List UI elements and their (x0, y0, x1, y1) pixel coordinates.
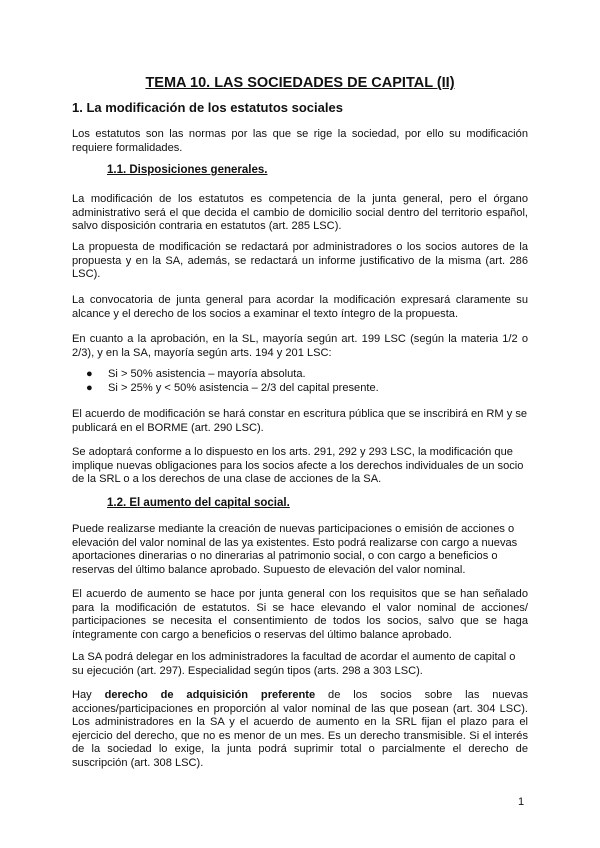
section-heading-modificacion: 1. La modificación de los estatutos sociales (72, 100, 343, 115)
paragraph-derecho-adquisicion: Hay derecho de adquisición preferente de los socios sobre las nuevas acciones/participaciones en proporción al valor nominal de las que posean (art. 304 LSC). Los administradores en la SA y el acuerdo de aumento en la SRL fijan el plazo para el ejercicio del derecho, que no es menor de un mes. Es un derecho transmisible. Si el interés de la sociedad lo exige, la junta podrá suprimir total o parcialmente el derecho de suscripción (art. 308 LSC). (72, 689, 528, 769)
bullet-icon: ● (86, 381, 93, 394)
list-item: ● Si > 25% y < 50% asistencia – 2/3 del capital presente. (86, 381, 379, 394)
bold-term: derecho de adquisición preferente (104, 689, 316, 701)
paragraph: Se adoptará conforme a lo dispuesto en los arts. 291, 292 y 293 LSC, la modificación que implique nuevas obligaciones para los socios afecte a los derechos individuales de un socio de la SRL o a los derechos de una clase de acciones de la SA. (72, 446, 524, 485)
paragraph: El acuerdo de aumento se hace por junta general con los requisitos que se han señalado para la modificación de estatutos. Si se hace elevando el valor nominal de acciones/ participaciones se necesita el consentimiento de todos los socios, salvo que se haga íntegramente con cargo a beneficios o reservas del último balance aprobado. (72, 588, 528, 641)
majority-bullet-list (86, 368, 379, 395)
intro-paragraph: Los estatutos son las normas por las que se rige la sociedad, por ello su modificación requiere formalidades. (72, 128, 528, 154)
subsection-heading-aumento: 1.2. El aumento del capital social. (107, 497, 290, 509)
paragraph: La modificación de los estatutos es competencia de la junta general, pero el órgano administrativo será el que decida el cambio de domicilio social dentro del territorio español, salvo disposición contraria en estatutos (art. 285 LSC). (72, 193, 528, 232)
paragraph: Puede realizarse mediante la creación de nuevas participaciones o emisión de acciones o elevación del valor nominal de las ya existentes. Esto podrá realizarse con cargo a nuevas aportaciones dinerarias o no dinerarias al patrimonio social, o con cargo a beneficios o reservas del último balance aprobado. Supuesto de elevación del valor nominal. (72, 523, 518, 576)
page-number: 1 (518, 796, 525, 808)
paragraph: En cuanto a la aprobación, en la SL, mayoría según art. 199 LSC (según la materia 1/2 o 2/3), y en la SA, mayoría según arts. 194 y 201 LSC: (72, 333, 528, 359)
document-title: TEMA 10. LAS SOCIEDADES DE CAPITAL (II) (145, 75, 455, 91)
subsection-heading-disposiciones: 1.1. Disposiciones generales. (107, 164, 268, 176)
bullet-icon: ● (86, 368, 93, 380)
list-item: ● Si > 50% asistencia – mayoría absoluta. (86, 368, 306, 380)
paragraph: El acuerdo de modificación se hará constar en escritura pública que se inscribirá en RM y se publicará en el BORME (art. 290 LSC). (72, 408, 528, 434)
paragraph: La propuesta de modificación se redactará por administradores o los socios autores de la propuesta y en la SA, además, se redactará un informe justificativo de la misma (art. 286 LSC). (72, 241, 528, 280)
paragraph: La SA podrá delegar en los administradores la facultad de acordar el aumento de capital o su ejecución (art. 297). Especialidad según tipos (arts. 298 a 303 LSC). (72, 651, 516, 677)
paragraph: La convocatoria de junta general para acordar la modificación expresará claramente su alcance y el derecho de los socios a examinar el texto íntegro de la propuesta. (72, 294, 528, 320)
